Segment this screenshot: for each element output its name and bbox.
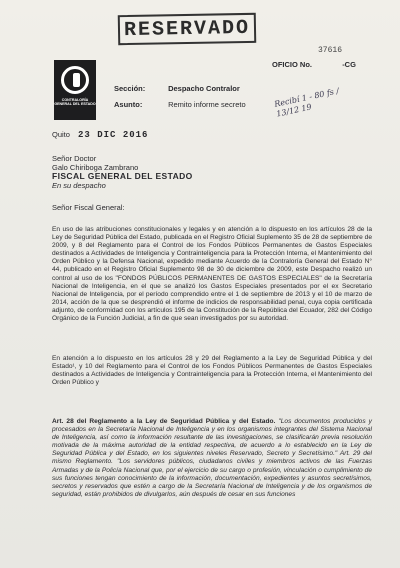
logo-emblem-icon (61, 66, 89, 94)
contraloria-logo (54, 60, 96, 120)
reservado-stamp: RESERVADO (118, 13, 257, 45)
paragraph-3-text: "Los documentos producidos y procesados en la Secretaría Nacional de Inteligencia y en los organismos integrantes del Sistema Nacional de Inteligencia, así como la información resultante de las investigaciones, se clasificarán previa resolución motivada de la máxima autoridad de la entidad respectiva, de acuerdo a lo establecido en la Ley de Seguridad Pública y del Estado, en los siguientes niveles Reservado, Secreto y Secretísimo." Art. 29 del mismo Reglamento. "Los servidores públicos, ciudadanos civiles y miembros activos de las Fuerzas Armadas y de la Policía Nacional que, por el ejercicio de su cargo o profesión, vinculación o cumplimiento de sus funciones tengan conocimiento de la información, documentación, expedientes y asuntos secretísimos, secretos y reservados que estén a cargo de la Secretaría Nacional de Inteligencia y de los organismos de seguridad, están prohibidos de divulgarlos, aún después de cesar en sus funciones (52, 418, 372, 498)
asunto-label: Asunto: (114, 100, 143, 109)
seccion-value: Despacho Contralor (168, 84, 240, 93)
recipient-block (52, 154, 193, 190)
oficio-number: 37616 (318, 46, 343, 55)
recipient-position: FISCAL GENERAL DEL ESTADO (52, 171, 193, 181)
asunto-line (114, 100, 246, 109)
handwritten-note: Recibí 1 - 80 fs / 13/12 19 (273, 86, 340, 119)
recipient-office: En su despacho (52, 181, 106, 190)
body-paragraph-2: En atención a lo dispuesto en los artículos 28 y 29 del Reglamento a la Ley de Seguridad Pública y del Estado¹, y 10 del Reglamento para el Control de los Fondos Públicos Permanentes de Gastos Especiales destinados a Actividades de Inteligencia y Contrainteligencia para la Protección Interna, el Mantenimiento del Orden Público y (52, 355, 372, 387)
greeting: Señor Fiscal General: (52, 203, 125, 212)
date-city: Quito (52, 130, 70, 139)
date-line (52, 130, 148, 140)
paragraph-3-lead: Art. 28 del Reglamento a la Ley de Seguridad Pública y del Estado. (52, 418, 276, 425)
asunto-value: Remito informe secreto (168, 100, 246, 109)
logo-text: CONTRALORÍA GENERAL DEL ESTADO (54, 98, 96, 107)
oficio-line (272, 60, 356, 69)
seccion-line (114, 84, 240, 93)
body-paragraph-1: En uso de las atribuciones constitucionales y legales y en atención a lo dispuesto en los artículos 28 de la Ley de Seguridad Pública del Estado, publicada en el Registro Oficial Suplemento 35 de 28 de septiembre de 2009, y 8 del Reglamento para el Control de los Fondos Públicos Permanentes de Gastos Especiales destinados a Actividades de Inteligencia y Contrainteligencia para la Protección Interna, el Mantenimiento del Orden Público y la Defensa Nacional, expedido mediante Acuerdo de la Contraloría General del Estado N° 44, publicado en el Registro Oficial Suplemento 98 de 30 de diciembre de 2009, este Despacho realizó un control al uso de los "FONDOS PÚBLICOS PERMANENTES DE GASTOS ESPECIALES" de la Secretaría Nacional de Inteligencia, en el que se analizó los Gastos Especiales presentados por el ex Secretario Nacional de Inteligencia, por el período comprendido entre el 1 de septiembre de 2013 y el 10 de marzo de 2014, acción de la que se desprendió el informe de indicios de responsabilidad penal, cuya copia certificada adjunto, de conformidad con los artículos 195 de la Constitución de la República del Ecuador, 282 del Código Orgánico de la Función Judicial, a fin de que sean investigados por su autoridad. (52, 226, 373, 323)
seccion-label: Sección: (114, 84, 146, 93)
recipient-title: Señor Doctor (52, 154, 97, 163)
date-stamp: 23 DIC 2016 (78, 130, 149, 140)
recipient-name: Galo Chiriboga Zambrano (52, 163, 139, 172)
body-paragraph-3 (52, 418, 372, 499)
oficio-label: OFICIO No. (272, 60, 312, 69)
oficio-suffix: -CG (342, 60, 356, 69)
